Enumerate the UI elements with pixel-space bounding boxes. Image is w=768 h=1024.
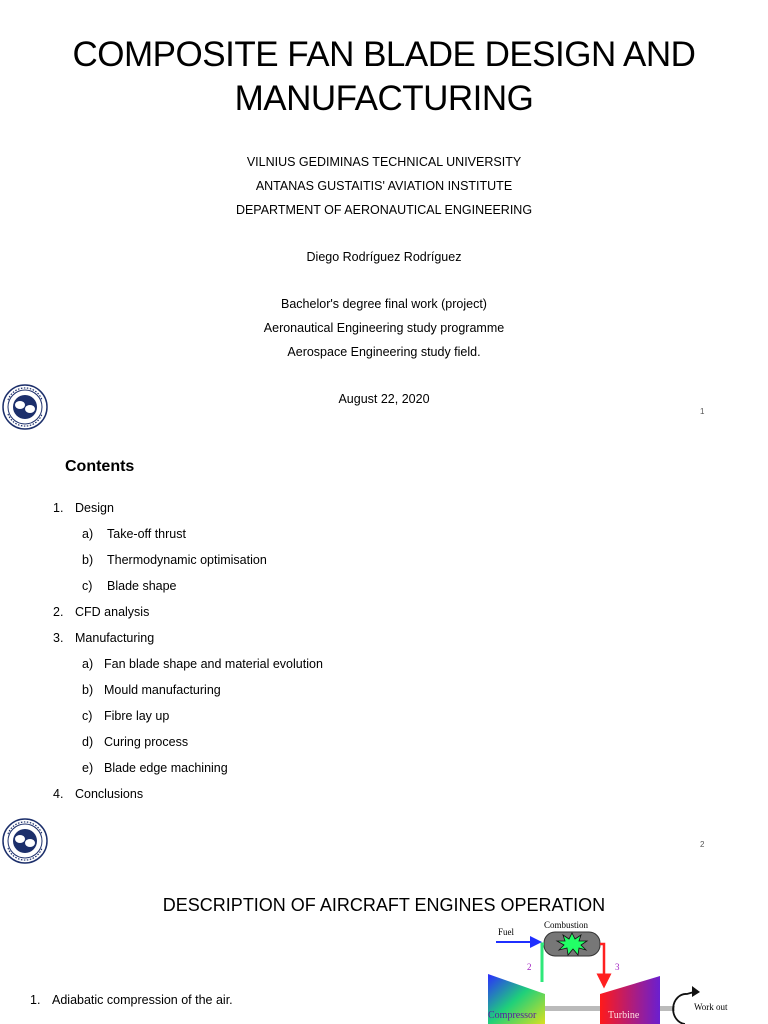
- title-line-2: MANUFACTURING: [234, 79, 534, 118]
- toc-subitem: [0, 680, 768, 706]
- department-name: DEPARTMENT OF AERONAUTICAL ENGINEERING: [235, 203, 533, 217]
- list-item: [30, 993, 233, 1007]
- work-out-arrowhead: [692, 986, 700, 997]
- toc-label: Manufacturing: [75, 631, 155, 645]
- toc-number: c): [82, 579, 93, 593]
- title-slide: [0, 0, 768, 430]
- toc-number: e): [82, 761, 94, 775]
- slide-title: [0, 33, 768, 121]
- contents-slide: [0, 430, 768, 855]
- compressor-to-combustion-line: [542, 944, 544, 982]
- toc-label: Conclusions: [75, 787, 144, 801]
- table-of-contents: [0, 498, 768, 810]
- item-label: Adiabatic compression of the air.: [52, 993, 233, 1007]
- combustion-label: Combustion: [544, 920, 589, 930]
- engine-operation-slide: [0, 855, 768, 1024]
- toc-label: Design: [75, 501, 114, 515]
- fuel-label: Fuel: [498, 927, 515, 937]
- toc-number: d): [82, 735, 94, 749]
- toc-subitem: [0, 706, 768, 732]
- toc-subitem: [0, 576, 768, 602]
- work-out-label: Work out: [694, 1002, 728, 1012]
- toc-label: Take-off thrust: [107, 527, 186, 541]
- toc-number: 1.: [53, 501, 64, 515]
- toc-label: Fibre lay up: [104, 709, 170, 723]
- author-name: Diego Rodríguez Rodríguez: [306, 250, 462, 264]
- page-number: 2: [700, 840, 705, 849]
- toc-subitem: [0, 758, 768, 784]
- toc-item: [0, 628, 768, 654]
- author-block: [0, 245, 768, 269]
- toc-item: [0, 784, 768, 810]
- toc-subitem: [0, 550, 768, 576]
- presentation-date: August 22, 2020: [338, 392, 430, 406]
- station-2-label: 2: [527, 962, 532, 972]
- toc-label: Fan blade shape and material evolution: [104, 657, 323, 671]
- study-field: Aerospace Engineering study field.: [287, 345, 481, 359]
- institute-name: ANTANAS GUSTAITIS' AVIATION INSTITUTE: [255, 179, 513, 193]
- toc-number: a): [82, 657, 94, 671]
- work-type: Bachelor's degree final work (project): [281, 297, 487, 311]
- brayton-cycle-diagram: [480, 920, 740, 1024]
- toc-number: 3.: [53, 631, 64, 645]
- date-block: [0, 387, 768, 411]
- toc-label: Thermodynamic optimisation: [107, 553, 267, 567]
- toc-label: Mould manufacturing: [104, 683, 221, 697]
- study-programme: Aeronautical Engineering study programme: [263, 321, 505, 335]
- toc-number: c): [82, 709, 93, 723]
- toc-label: Blade shape: [107, 579, 177, 593]
- toc-label: Curing process: [104, 735, 189, 749]
- work-info-block: [0, 292, 768, 364]
- turbine-label: Turbine: [608, 1010, 640, 1021]
- station-3-label: 3: [615, 962, 620, 972]
- contents-heading: Contents: [65, 458, 135, 475]
- title-line-1: COMPOSITE FAN BLADE DESIGN AND: [72, 35, 696, 74]
- slide-title: DESCRIPTION OF AIRCRAFT ENGINES OPERATION: [162, 895, 606, 915]
- toc-number: a): [82, 527, 94, 541]
- toc-number: b): [82, 683, 94, 697]
- combustion-to-turbine-arrow: [600, 944, 604, 986]
- page-number: 1: [700, 407, 705, 416]
- toc-subitem: [0, 654, 768, 680]
- toc-label: Blade edge machining: [104, 761, 228, 775]
- toc-subitem: [0, 524, 768, 550]
- affiliation-block: [0, 150, 768, 222]
- toc-item: [0, 498, 768, 524]
- university-name: VILNIUS GEDIMINAS TECHNICAL UNIVERSITY: [246, 155, 522, 169]
- toc-number: 4.: [53, 787, 64, 801]
- toc-label: CFD analysis: [75, 605, 150, 619]
- toc-subitem: [0, 732, 768, 758]
- compressor-label: Compressor: [488, 1010, 537, 1021]
- toc-number: 2.: [53, 605, 64, 619]
- university-seal-logo: [2, 384, 48, 430]
- work-out-arrow: [673, 992, 694, 1024]
- toc-number: b): [82, 553, 94, 567]
- toc-item: [0, 602, 768, 628]
- item-number: 1.: [30, 993, 41, 1007]
